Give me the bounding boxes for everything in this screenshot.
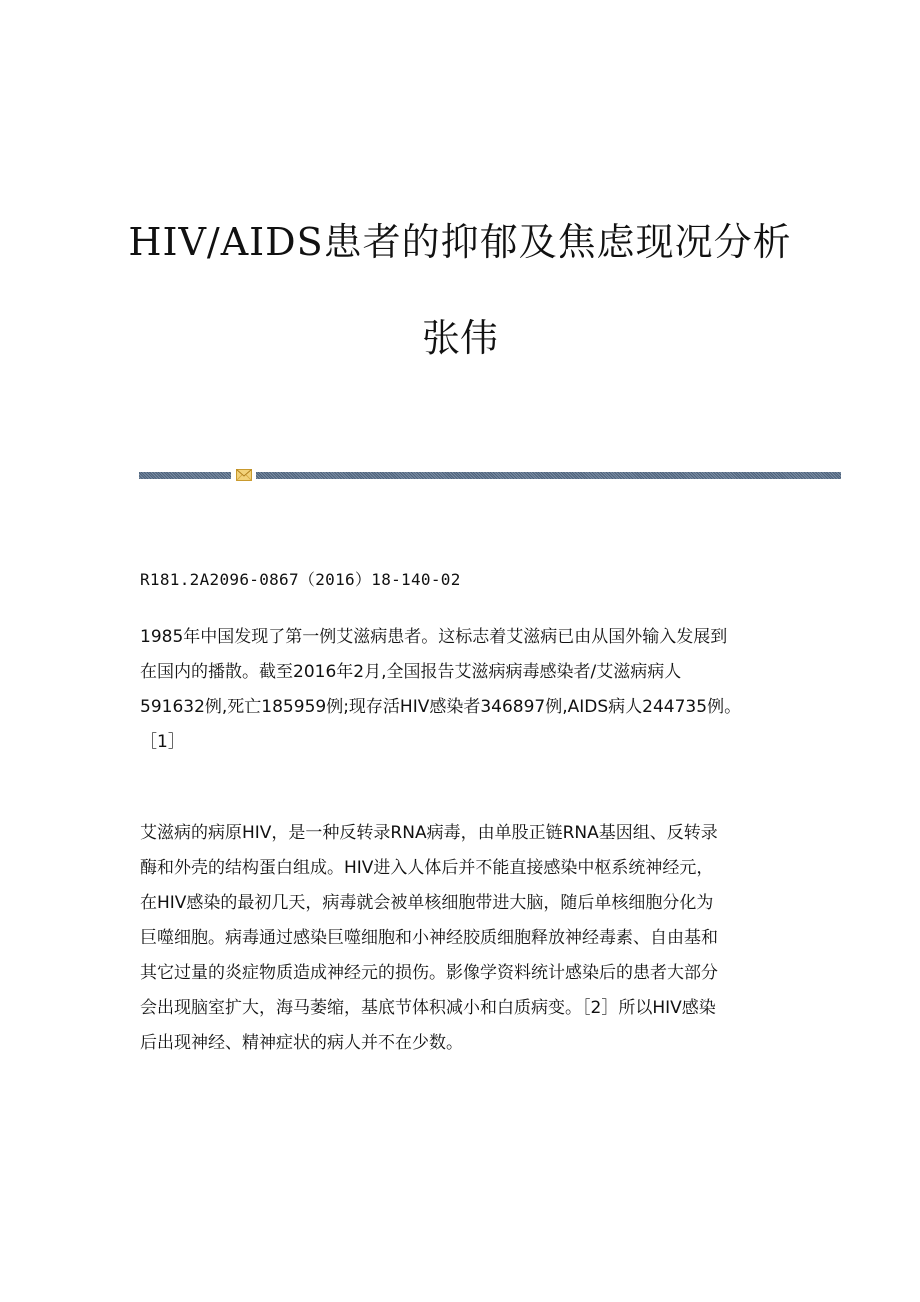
paragraph-line: 艾滋病的病原HIV，是一种反转录RNA病毒，由单股正链RNA基因组、反转录 <box>140 823 718 843</box>
envelope-icon <box>236 469 252 481</box>
paragraph-2 <box>140 816 790 1061</box>
paragraph-line: 1985年中国发现了第一例艾滋病患者。这标志着艾滋病已由从国外输入发展到 <box>140 627 728 647</box>
document-reference-code: R181.2A2096-0867（2016）18-140-02 <box>140 570 461 589</box>
paragraph-1 <box>140 620 790 760</box>
paragraph-line: 酶和外壳的结构蛋白组成。HIV进入人体后并不能直接感染中枢系统神经元， <box>140 858 714 878</box>
author-name: 张伟 <box>421 316 498 360</box>
paragraph-line: 后出现神经、精神症状的病人并不在少数。 <box>140 1033 463 1053</box>
paragraph-line: 巨噬细胞。病毒通过感染巨噬细胞和小神经胶质细胞释放神经毒素、自由基和 <box>140 928 718 948</box>
citation-marker: ［1］ <box>140 732 185 752</box>
divider-bar-left <box>139 472 231 479</box>
paragraph-line: 会出现脑室扩大，海马萎缩，基底节体积减小和白质病变。［2］所以HIV感染 <box>140 998 716 1018</box>
divider-bar-right <box>256 472 841 479</box>
paragraph-line: 在国内的播散。截至2016年2月,全国报告艾滋病病毒感染者/艾滋病病人 <box>140 662 682 682</box>
paragraph-line: 其它过量的炎症物质造成神经元的损伤。影像学资料统计感染后的患者大部分 <box>140 963 718 983</box>
paragraph-line: 591632例,死亡185959例;现存活HIV感染者346897例,AIDS病人244735例。 <box>140 697 742 717</box>
section-divider <box>139 469 841 481</box>
paragraph-line: 在HIV感染的最初几天，病毒就会被单核细胞带进大脑，随后单核细胞分化为 <box>140 893 714 913</box>
document-title: HIV/AIDS患者的抑郁及焦虑现况分析 <box>128 220 792 264</box>
